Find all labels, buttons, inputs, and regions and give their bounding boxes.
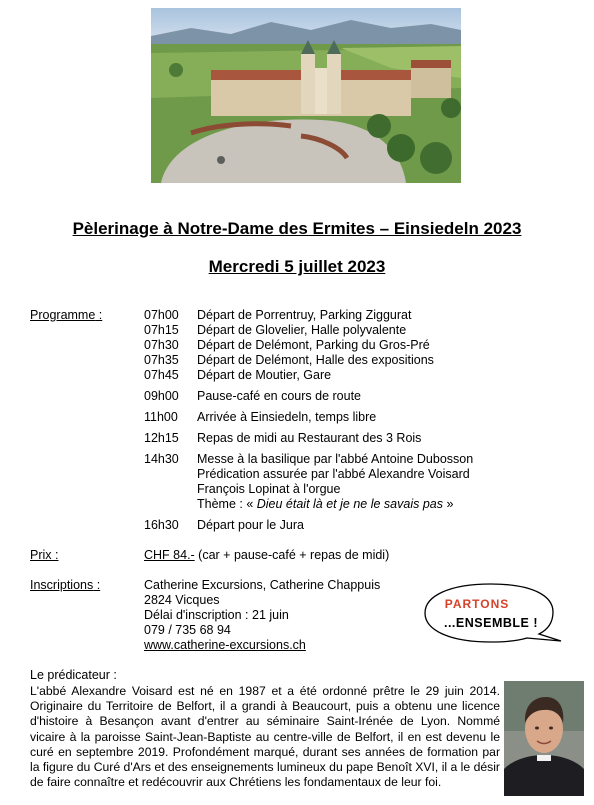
schedule-desc: Départ de Porrentruy, Parking Ziggurat [197, 308, 412, 322]
registration-line: Délai d'inscription : 21 juin [144, 608, 289, 622]
programme-label [30, 308, 102, 322]
schedule-time: 07h45 [144, 368, 179, 382]
prix-label-text: Prix [30, 548, 52, 562]
mass-detail: François Lopinat à l'orgue [197, 482, 341, 496]
event-date: Mercredi 5 juillet 2023 [208, 257, 386, 276]
schedule-desc: Repas de midi au Restaurant des 3 Rois [197, 431, 422, 445]
schedule-desc: Arrivée à Einsiedeln, temps libre [197, 410, 377, 424]
registration-line: Catherine Excursions, Catherine Chappuis [144, 578, 381, 592]
predicateur-bio: L'abbé Alexandre Voisard est né en 1987 et a été ordonné prêtre le 29 juin 2014. Originaire du Territoire de Belfort, il a grandi à Beaucourt, puis a obtenu une licence d'histoire à Besançon avant d'entrer au séminaire Saint-Irénée de Lyon. Nommé vicaire à la paroisse Saint-Jean-Baptiste au centre-ville de Belfort, il en est devenu le curé en septembre 2019. Profondément marqué, durant ses années de formation par la figure du Curé d'Ars et des enseignements lumineux du pape Benoît XVI, il a le désir de faire connaître et redécouvrir aux Chrétiens les fondamentaux de leur foi. [30, 684, 500, 790]
schedule-desc: Départ de Delémont, Parking du Gros-Pré [197, 338, 430, 352]
schedule-desc: Départ de Glovelier, Halle polyvalente [197, 323, 407, 337]
page-title: Pèlerinage à Notre-Dame des Ermites – Einsiedeln 2023 [72, 219, 522, 238]
inscriptions-label-text: Inscriptions [30, 578, 94, 592]
predicateur-photo [504, 681, 584, 796]
bubble-line2: ...ENSEMBLE ! [443, 616, 539, 630]
inscriptions-label-colon: : [93, 578, 101, 592]
mass-detail: Prédication assurée par l'abbé Alexandre Voisard [197, 467, 470, 481]
price [144, 548, 389, 562]
schedule-desc: Messe à la basilique par l'abbé Antoine Dubosson [197, 452, 474, 466]
programme-label-colon: : [95, 308, 103, 322]
theme-prefix: Thème : « [197, 497, 257, 511]
prix-label [30, 548, 58, 562]
bubble-line1: PARTONS [444, 597, 510, 611]
registration-line: 079 / 735 68 94 [144, 623, 231, 637]
hero-photo [151, 8, 461, 183]
schedule-desc: Départ de Moutier, Gare [197, 368, 332, 382]
schedule-desc: Pause-café en cours de route [197, 389, 361, 403]
theme-suffix: » [442, 497, 454, 511]
schedule-time: 07h00 [144, 308, 179, 322]
programme-label-text: Programme [30, 308, 96, 322]
schedule-time: 07h15 [144, 323, 179, 337]
schedule-time: 11h00 [144, 410, 178, 424]
website-link[interactable]: www.catherine-excursions.ch [144, 638, 306, 652]
price-amount: CHF 84.- [144, 548, 195, 562]
partons-ensemble-bubble [421, 582, 567, 644]
portrait-illustration [504, 681, 584, 796]
schedule-desc: Départ de Delémont, Halle des expositions [197, 353, 434, 367]
abbey-illustration [151, 8, 461, 183]
schedule-time: 07h30 [144, 338, 179, 352]
predicateur-heading: Le prédicateur : [30, 668, 117, 682]
schedule-time: 12h15 [144, 431, 179, 445]
speech-bubble-icon [421, 582, 567, 644]
inscriptions-label [30, 578, 100, 592]
registration-line: 2824 Vicques [144, 593, 220, 607]
schedule-time: 07h35 [144, 353, 179, 367]
schedule-time: 09h00 [144, 389, 179, 403]
schedule-desc: Départ pour le Jura [197, 518, 305, 532]
schedule-time: 14h30 [144, 452, 179, 466]
schedule-time: 16h30 [144, 518, 179, 532]
mass-theme [197, 497, 453, 511]
theme-text: Dieu était là et je ne le savais pas [256, 497, 443, 511]
price-detail: (car + pause-café + repas de midi) [194, 548, 390, 562]
prix-label-colon: : [51, 548, 59, 562]
